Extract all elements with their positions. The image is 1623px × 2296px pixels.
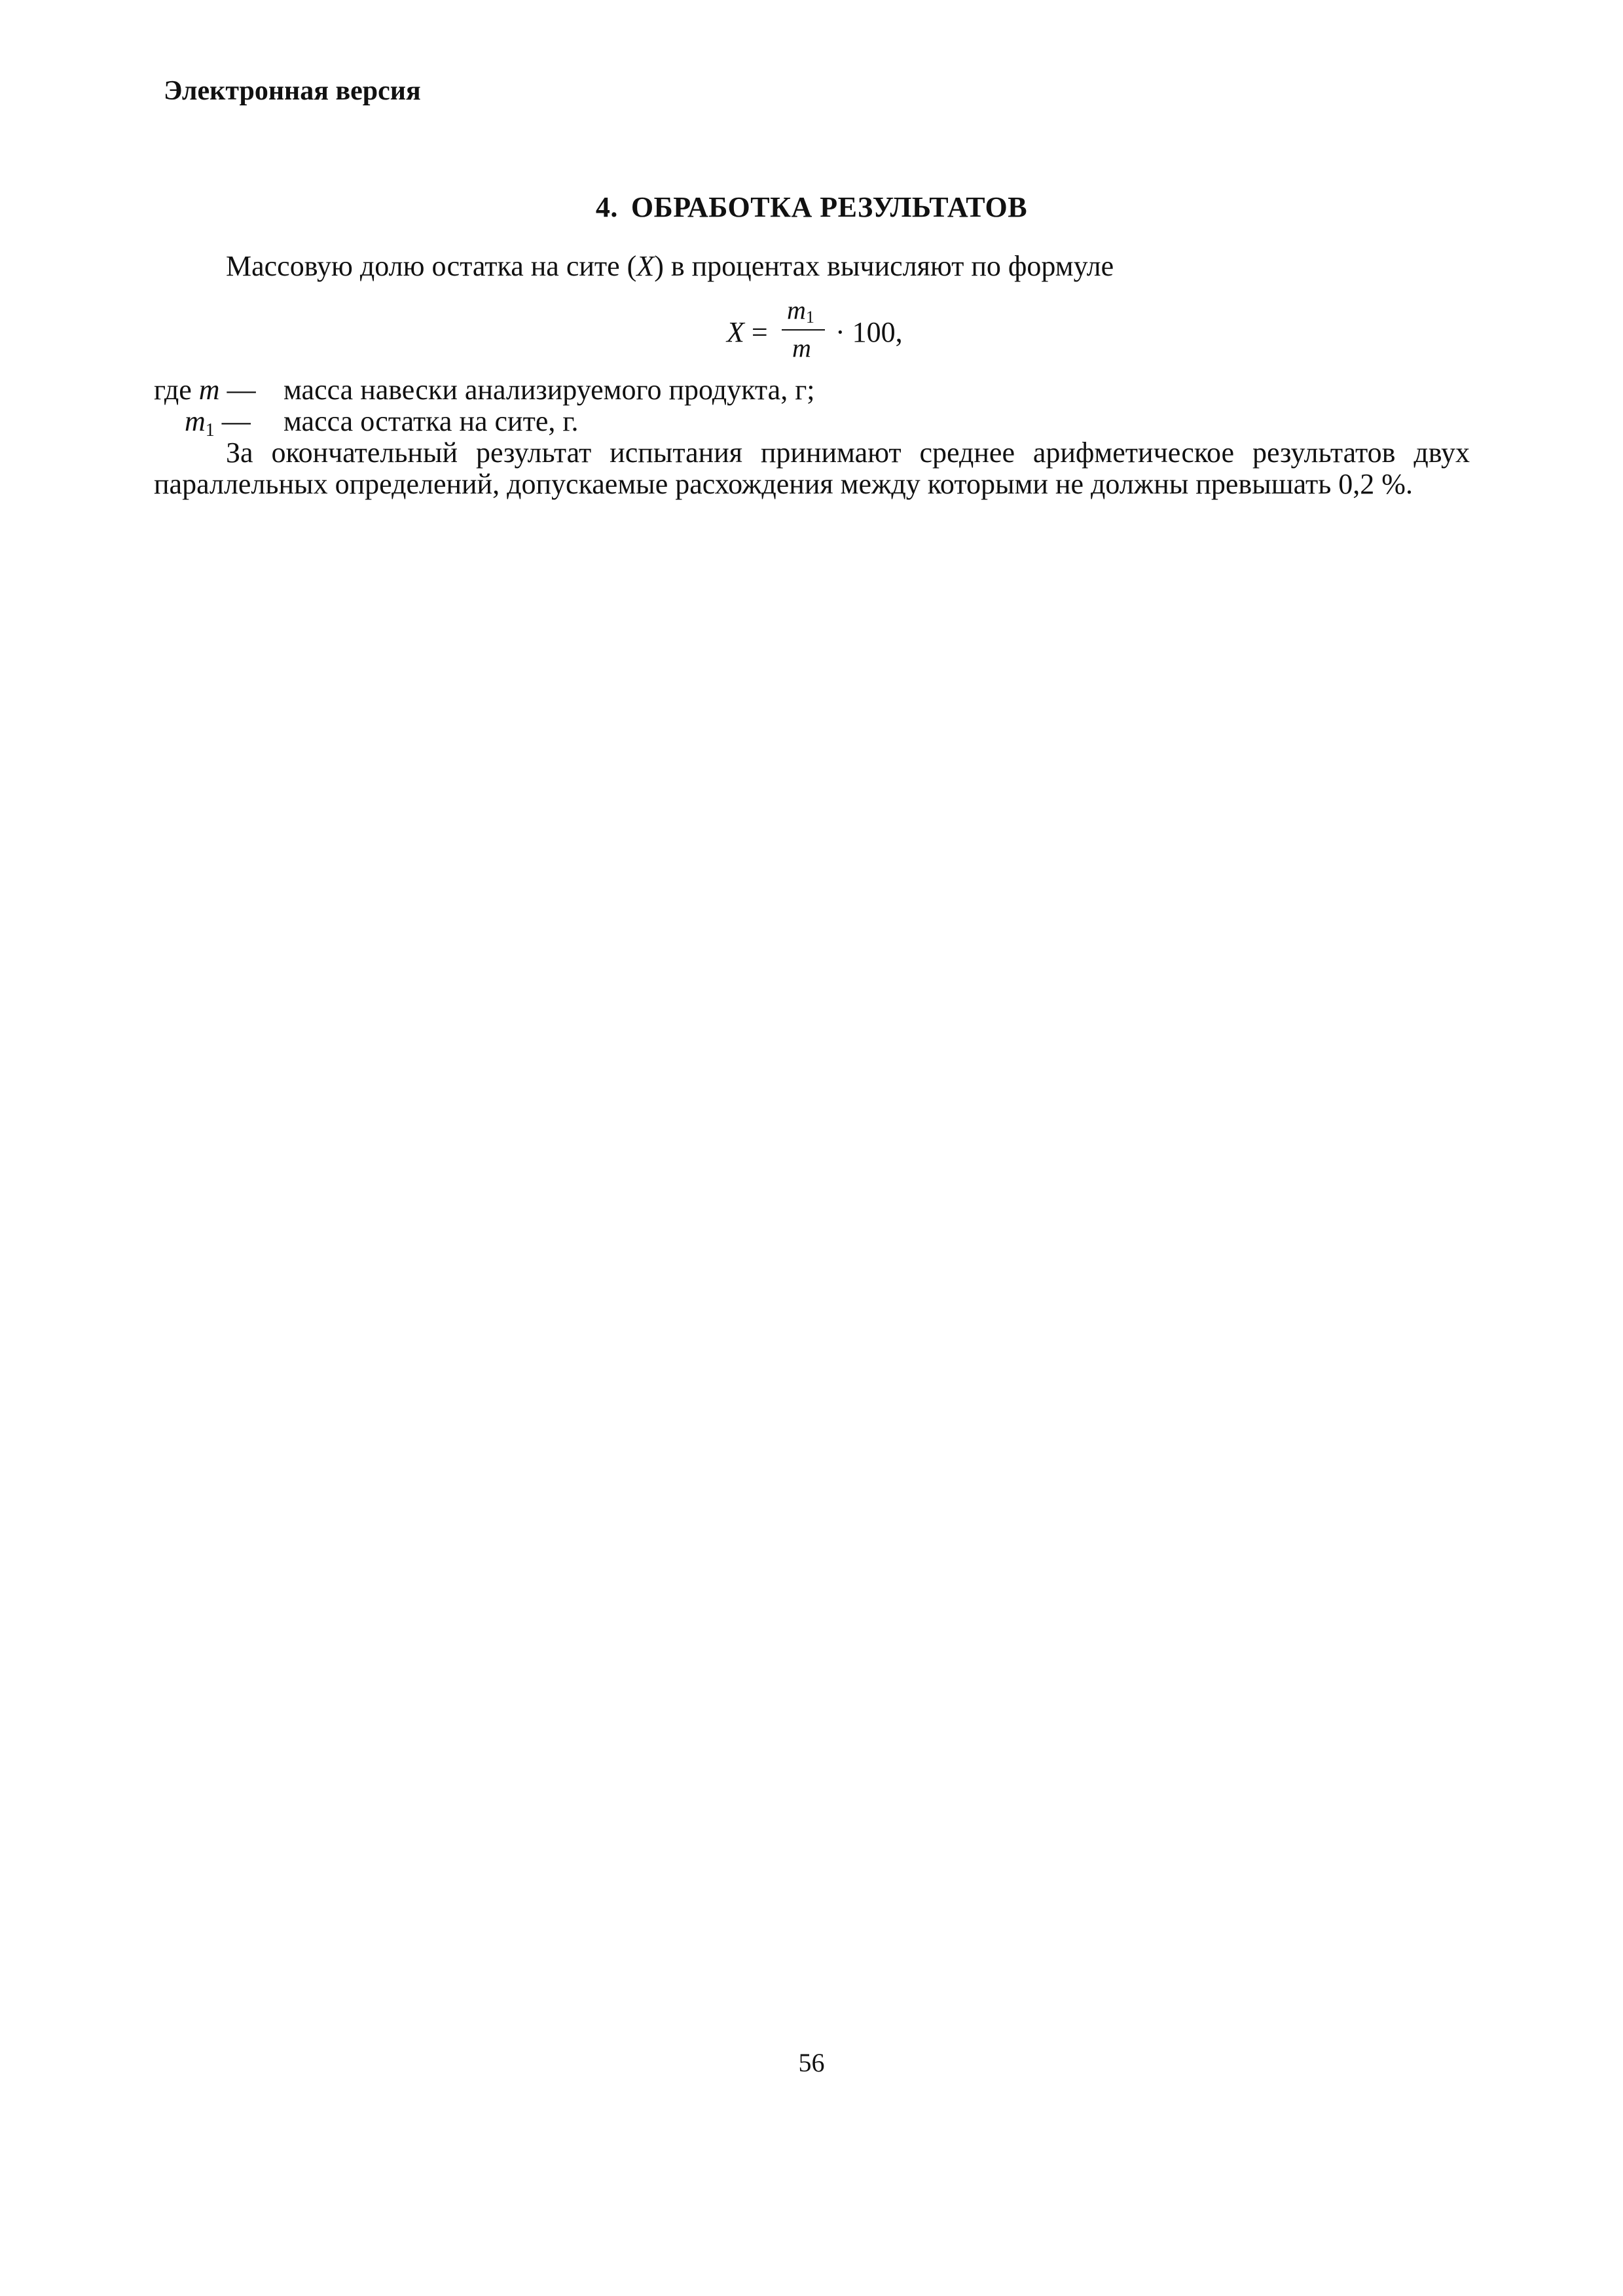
formula-lhs <box>727 315 768 349</box>
formula-fraction-bar <box>782 329 825 331</box>
formula-numerator <box>787 295 814 327</box>
definition-text: масса остатка на сите, г. <box>283 405 579 437</box>
formula-denominator: m <box>792 333 811 363</box>
definition-dash: — <box>214 405 251 437</box>
intro-sentence <box>226 252 1114 281</box>
section-title-text: ОБРАБОТКА РЕЗУЛЬТАТОВ <box>630 191 1028 223</box>
formula-rhs: · 100, <box>835 316 903 348</box>
formula-numerator-sub: 1 <box>805 308 814 327</box>
formula-lhs-variable: X <box>727 316 744 348</box>
intro-text-before: Массовую долю остатка на сите ( <box>226 250 637 282</box>
definition-term <box>185 407 283 440</box>
definition-line <box>185 407 578 440</box>
definition-text: масса навески анализируемого продукта, г; <box>283 374 815 406</box>
definition-variable-letter: m <box>185 405 206 437</box>
definition-line <box>154 376 815 404</box>
definition-prefix: где <box>154 374 199 406</box>
definition-variable <box>185 405 215 440</box>
document-header-label: Электронная версия <box>164 76 421 106</box>
intro-text-after: ) в процентах вычисляют по формуле <box>654 250 1114 282</box>
section-number: 4. <box>595 191 618 223</box>
result-paragraph: За окончательный результат испытания принимают среднее арифметическое результатов двух параллельных определений, допускаемые расхождения между которыми не должны превышать 0,2 %. <box>154 437 1470 500</box>
intro-variable: X <box>636 250 655 282</box>
definition-term <box>154 376 283 404</box>
definition-variable-sub: 1 <box>205 420 215 440</box>
page-number: 56 <box>798 2048 825 2077</box>
definition-variable: m <box>198 374 220 406</box>
section-title <box>0 193 1623 222</box>
formula-equals: = <box>744 316 768 348</box>
formula-numerator-var: m <box>787 295 806 325</box>
definition-dash: — <box>219 374 256 406</box>
